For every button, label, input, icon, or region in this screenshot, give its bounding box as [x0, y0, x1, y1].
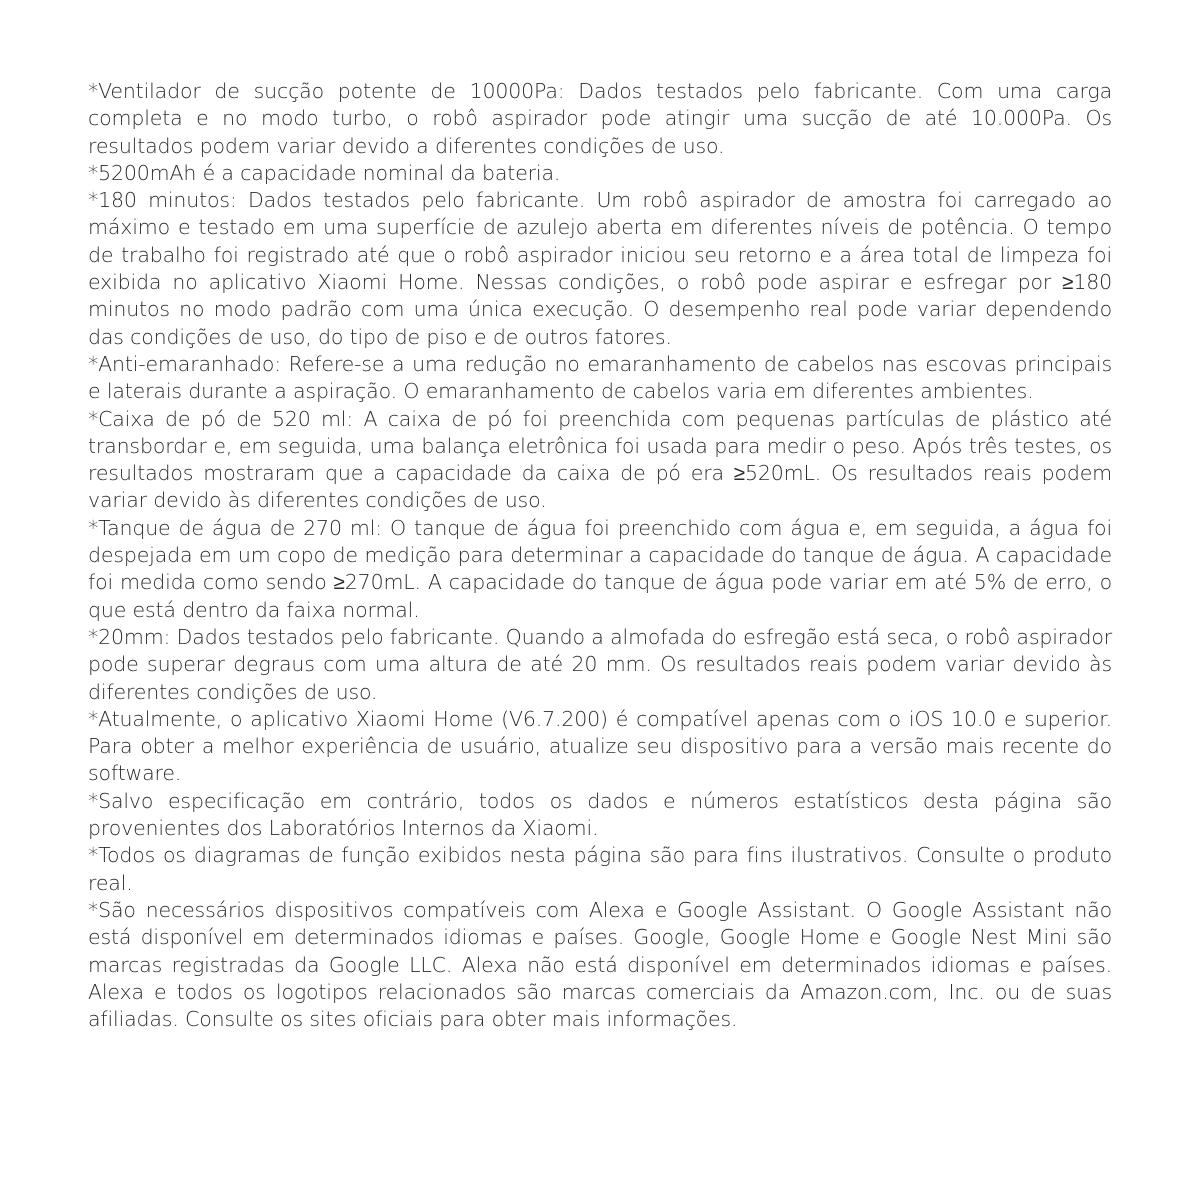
note-climbing-height: *20mm: Dados testados pelo fabricante. Quando a almofada do esfregão está seca, o robô aspirador pode superar degraus com uma altura de até 20 mm. Os resultados reais podem variar devido às diferentes condições de uso.	[88, 624, 1112, 704]
note-battery-capacity: *5200mAh é a capacidade nominal da bateria.	[88, 160, 561, 185]
note-voice-assistants: *São necessários dispositivos compatíveis com Alexa e Google Assistant. O Google Assistant não está disponível em determinados idiomas e países. Google, Google Home e Google Nest Mini são marcas registradas da Google LLC. Alexa não está disponível em determinados idiomas e países. Alexa e todos os logotipos relacionados são marcas comerciais da Amazon.com, Inc. ou de suas afiliadas. Consulte os sites oficiais para obter mais informações.	[88, 897, 1112, 1032]
note-water-tank: *Tanque de água de 270 ml: O tanque de água foi preenchido com água e, em seguida, a água foi despejada em um copo de medição para determinar a capacidade do tanque de água. A capacidade foi medida como sendo ≥270mL. A capacidade do tanque de água pode variar em até 5% de erro, o que está dentro da faixa normal.	[88, 515, 1112, 622]
note-anti-tangle: *Anti-emaranhado: Refere-se a uma redução no emaranhamento de cabelos nas escovas principais e laterais durante a aspiração. O emaranhamento de cabelos varia em diferentes ambientes.	[88, 351, 1112, 404]
note-runtime: *180 minutos: Dados testados pelo fabricante. Um robô aspirador de amostra foi carregado ao máximo e testado em uma superfície de azulejo aberta em diferentes níveis de potência. O tempo de trabalho foi registrado até que o robô aspirador iniciou seu retorno e a área total de limpeza foi exibida no aplicativo Xiaomi Home. Nessas condições, o robô pode aspirar e esfregar por ≥180 minutos no modo padrão com uma única execução. O desempenho real pode variar dependendo das condições de uso, do tipo de piso e de outros fatores.	[88, 188, 1112, 349]
note-dustbin: *Caixa de pó de 520 ml: A caixa de pó foi preenchida com pequenas partículas de plástico até transbordar e, em seguida, uma balança eletrônica foi usada para medir o peso. Após três testes, os resultados mostraram que a capacidade da caixa de pó era ≥520mL. Os resultados reais podem variar devido às diferentes condições de uso.	[88, 406, 1112, 513]
disclaimer-notes	[88, 78, 1112, 1033]
note-app-compatibility: *Atualmente, o aplicativo Xiaomi Home (V6.7.200) é compatível apenas com o iOS 10.0 e superior. Para obter a melhor experiência de usuário, atualize seu dispositivo para a versão mais recente do software.	[88, 706, 1112, 786]
note-illustrative: *Todos os diagramas de função exibidos nesta página são para fins ilustrativos. Consulte o produto real.	[88, 843, 1112, 895]
note-lab-data: *Salvo especificação em contrário, todos os dados e números estatísticos desta página são provenientes dos Laboratórios Internos da Xiaomi.	[88, 788, 1112, 841]
note-suction-power: *Ventilador de sucção potente de 10000Pa: Dados testados pelo fabricante. Com uma carga completa e no modo turbo, o robô aspirador pode atingir uma sucção de até 10.000Pa. Os resultados podem variar devido a diferentes condições de uso.	[88, 79, 1112, 158]
